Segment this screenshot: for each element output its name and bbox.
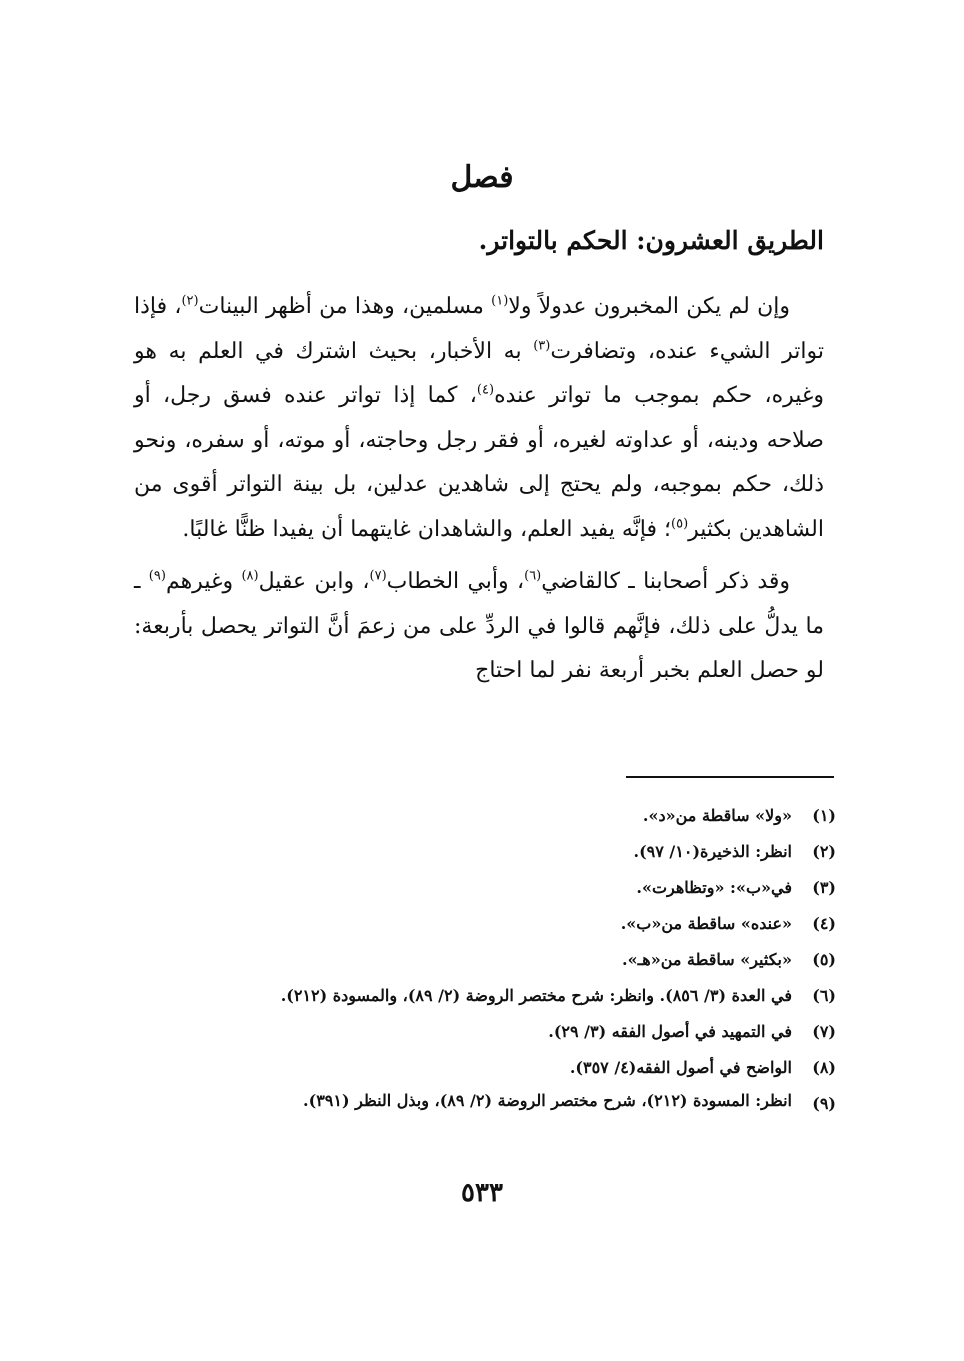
page-number: ٥٣٣ [461,1178,503,1208]
footnote-text: «بكثير» ساقطة من«هـ». [622,950,792,969]
footnote-ref-3: (٣) [533,338,551,354]
footnote-ref-4: (٤) [476,382,495,398]
footnote-number: (٩) [812,1094,836,1113]
footnote-ref-9: (٩) [148,568,166,584]
footnote-text: في«ب»: «وتظاهرت». [636,878,792,897]
footnote-separator [626,776,834,778]
footnote-text: في العدة (٣/ ٨٥٦). وانظر: شرح مختصر الروضة (٢/ ٨٩)، والمسودة (٢١٢). [280,986,792,1005]
footnote-4 [126,906,836,942]
footnote-ref-8: (٨) [241,568,259,584]
text-segment: ، كما إذا تواتر عنده فسق رجل، أو صلاحه ودينه، أو عداوته لغيره، أو فقر رجل وحاجته، أو موته، أو سفره، ونحو ذلك، حكم بموجبه، ولم يحتج إلى شاهدين عدلين، بل بينة التواتر أقوى من الشاهدين بكثير [134,383,824,542]
footnote-ref-1: (١) [491,293,509,309]
footnote-6 [126,978,836,1014]
footnote-5 [126,942,836,978]
text-segment: به الأخبار، بحيث اشترك في العلم به هو وغيره، حكم بموجب ما تواتر عنده [134,338,824,408]
text-segment: ، فإذا تواتر الشيء عنده، وتضافرت [134,294,824,364]
text-segment: ، وابن عقيل [258,569,370,594]
text-segment: ؛ فإنَّه يفيد العلم، والشاهدان غايتهما أن يفيدا ظنًّا غالبًا. [182,516,671,542]
footnote-text: «ولا» ساقطة من«د». [642,806,792,825]
footnote-number: (٥) [812,950,836,969]
footnote-7 [126,1014,836,1050]
footnote-ref-6: (٦) [524,568,542,584]
footnote-8 [126,1050,836,1086]
paragraph-1 [134,285,824,552]
text-segment: وقد ذكر أصحابنا ـ كالقاضي [541,569,791,594]
footnote-number: (٤) [812,914,836,933]
footnote-2 [126,834,836,870]
text-segment: ، وأبي الخطاب [386,569,525,594]
footnote-number: (١) [812,806,836,825]
footnote-number: (٢) [812,842,836,861]
footnote-number: (٦) [812,986,836,1005]
chapter-title: فصل [450,160,514,195]
footnote-3 [126,870,836,906]
footnote-ref-2: (٢) [181,293,199,309]
footnote-ref-7: (٧) [369,568,387,584]
footnote-number: (٧) [812,1022,836,1041]
footnote-text: في التمهيد في أصول الفقه (٣/ ٢٩). [548,1022,792,1041]
footnote-text: انظر: المسودة (٢١٢)، شرح مختصر الروضة (٢/ ٨٩)، وبذل النظر (٣٩١). [303,1091,792,1110]
main-text [134,285,824,702]
footnote-text: انظر: الذخيرة(١٠/ ٩٧). [633,842,792,861]
footnotes [126,798,836,1122]
footnote-ref-5: (٥) [671,516,689,532]
section-heading: الطريق العشرون: الحكم بالتواتر. [478,226,824,255]
footnote-number: (٣) [812,878,836,897]
paragraph-2 [134,560,824,694]
footnote-number: (٨) [812,1058,836,1077]
footnote-text: الواضح في أصول الفقه(٤/ ٣٥٧). [569,1058,792,1077]
text-segment: مسلمين، وهذا من أظهر البينات [198,294,484,319]
text-segment: وغيرهم [165,569,234,594]
text-segment: ـ ما يدلُّ على ذلك، فإنَّهم قالوا في الردِّ على من زعمَ أنَّ التواتر يحصل بأربعة: لو حصل العلم بخبر أربعة نفر لما احتاج [134,569,824,683]
footnote-text: «عنده» ساقطة من«ب». [620,914,792,933]
footnote-1 [126,798,836,834]
footnote-9 [126,1086,836,1122]
text-segment: وإن لم يكن المخبرون عدولاً ولا [508,294,790,319]
